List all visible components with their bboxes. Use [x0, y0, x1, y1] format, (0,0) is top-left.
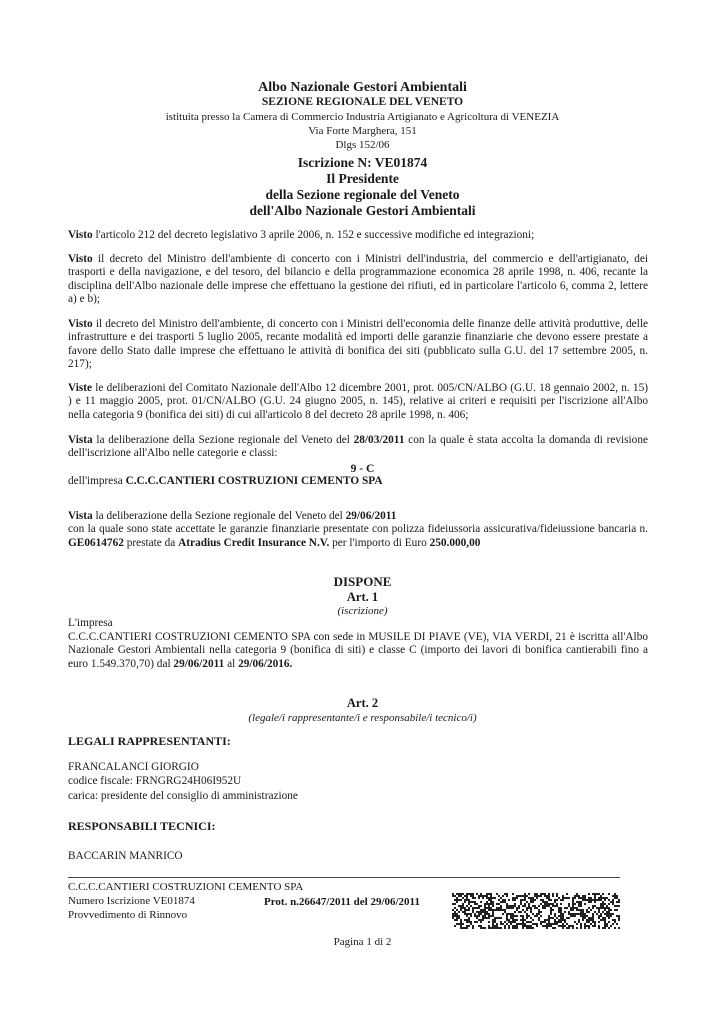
- visto-text: il decreto del Ministro dell'ambiente di concerto con i Ministri dell'industria, del commercio e dell'artigianato, dei trasporti e della navigazione, e del tesoro, del bilancio e della programmazione economica 28 aprile 1998, n. 406, recante la disciplina dell'Albo nazionale delle imprese che effettuano la gestione dei rifiuti, ed in particolare l'articolo 6, comma 2, lettere a) e b);: [68, 253, 648, 306]
- delib2-text-a: la deliberazione della Sezione regionale del Veneto del: [92, 510, 346, 522]
- visto-lead: Visto: [68, 229, 93, 241]
- visto-text: l'articolo 212 del decreto legislativo 3 aprile 2006, n. 152 e successive modifiche ed integrazioni;: [92, 229, 535, 241]
- law-line: Dlgs 152/06: [335, 139, 390, 151]
- visto-lead: Viste: [68, 382, 93, 394]
- tecnico-name: BACCARIN MANRICO: [68, 850, 183, 862]
- delib1-text-a: la deliberazione della Sezione regionale del Veneto del: [92, 434, 354, 446]
- date-to: 29/06/2016.: [238, 657, 293, 670]
- page-number: Pagina 1 di 2: [333, 936, 392, 948]
- art2-heading: Art. 2: [346, 696, 379, 710]
- delib2-date: 29/06/2011: [345, 510, 397, 522]
- date-from: 29/06/2011: [173, 657, 225, 670]
- tecnici-heading: RESPONSABILI TECNICI:: [68, 819, 216, 833]
- delib2-first-line: [68, 510, 648, 523]
- dispone-heading: DISPONE: [333, 574, 392, 589]
- barcode-image: [452, 893, 620, 929]
- delib1-text-b: con la quale è stata accolta la domanda di revisione dell'iscrizione all'Albo nelle categorie e classi:: [68, 434, 648, 460]
- art1-heading: Art. 1: [346, 590, 379, 604]
- policy-number: GE0614762: [68, 536, 124, 549]
- category-class: 9 - C: [350, 463, 375, 475]
- footer-protocol: Prot. n.26647/2011 del 29/06/2011: [264, 896, 420, 908]
- company-prefix: dell'impresa: [68, 475, 126, 487]
- albo-subtitle: dell'Albo Nazionale Gestori Ambientali: [249, 203, 476, 218]
- registration-number: Iscrizione N: VE01874: [297, 155, 428, 170]
- art2-subheading: (legale/i rappresentante/i e responsabile/i tecnico/i): [248, 712, 477, 724]
- visto-text: le deliberazioni del Comitato Nazionale dell'Albo 12 dicembre 2001, prot. 005/CN/ALBO (G.U. 18 gennaio 2002, n. 15) ) e 11 maggio 2005, prot. 01/CN/ALBO (G.U. 24 giugno 2005, n. 145), relative ai criteri e requisiti per l'iscrizione all'Albo nella categoria 9 (bonifica dei siti) di cui all'articolo 8 del decreto 28 aprile 1998, n. 406;: [68, 382, 648, 421]
- president-title: Il Presidente: [326, 171, 399, 186]
- visto-paragraph-2: [68, 253, 648, 307]
- legali-heading: LEGALI RAPPRESENTANTI:: [68, 734, 231, 748]
- deliberation-1: [68, 434, 648, 461]
- address-line: Via Forte Marghera, 151: [308, 125, 417, 137]
- delib1-date: 28/03/2011: [353, 434, 405, 446]
- legale-name: FRANCALANCI GIORGIO: [68, 761, 199, 773]
- company-line: [68, 475, 648, 488]
- footer-type: Provvedimento di Rinnovo: [68, 909, 188, 921]
- guarantee-amount: 250.000,00: [429, 536, 481, 549]
- visto-paragraph-1: [68, 229, 648, 242]
- delib2-text-d: per l'importo di Euro: [329, 536, 430, 549]
- delib1-lead: Vista: [68, 434, 93, 446]
- section-title: SEZIONE REGIONALE DEL VENETO: [261, 96, 464, 108]
- legale-codice-fiscale: codice fiscale: FRNGRG24H06I952U: [68, 775, 242, 787]
- deliberation-2: [68, 510, 648, 550]
- art1-text: C.C.C.CANTIERI COSTRUZIONI CEMENTO SPA con sede in MUSILE DI PIAVE (VE), VIA VERDI, 21 è iscritta all'Albo Nazionale Gestori Ambientali nella categoria 9 (bonifica di siti) e classe C (importo dei lavori di bonifica cantierabili fino a euro 1.549.370,70) dal: [68, 631, 648, 670]
- footer-divider: [68, 877, 620, 878]
- visto-lead: Visto: [68, 253, 93, 265]
- section-subtitle: della Sezione regionale del Veneto: [265, 187, 460, 202]
- legale-carica: carica: presidente del consiglio di amministrazione: [68, 790, 298, 802]
- visto-paragraph-4: [68, 382, 648, 422]
- delib2-body: [68, 523, 648, 550]
- org-title: Albo Nazionale Gestori Ambientali: [258, 80, 467, 95]
- impresa-label: L'impresa: [68, 617, 113, 629]
- visto-lead: Visto: [68, 318, 93, 330]
- footer-number: Numero Iscrizione VE01874: [68, 895, 195, 907]
- art1-body: [68, 631, 648, 671]
- company-name: C.C.C.CANTIERI COSTRUZIONI CEMENTO SPA: [125, 475, 383, 487]
- delib2-lead: Vista: [68, 510, 93, 522]
- delib2-text-b: con la quale sono state accettate le garanzie finanziarie presentate con polizza fideiussoria assicurativa/fideiussione bancaria n.: [68, 523, 648, 536]
- chamber-line: istituita presso la Camera di Commercio Industria Artigianato e Agricoltura di VENEZIA: [165, 111, 560, 123]
- insurer-name: Atradius Credit Insurance N.V.: [178, 536, 330, 549]
- date-al: al: [224, 657, 239, 670]
- visto-paragraph-3: [68, 318, 648, 372]
- delib2-text-c: prestate da: [123, 536, 179, 549]
- art1-subheading: (iscrizione): [337, 605, 388, 617]
- visto-text: il decreto del Ministro dell'ambiente, di concerto con i Ministri dell'economia delle finanze delle attività produttive, delle infrastrutture e dei trasporti 5 luglio 2005, recante modalità ed importi delle garanzie finanziarie che devono essere prestate a favore dello Stato dalle imprese che effettuano le attività di bonifica dei siti (pubblicato sulla G.U. del 17 settembre 2005, n. 217);: [68, 318, 648, 371]
- footer-company: C.C.C.CANTIERI COSTRUZIONI CEMENTO SPA: [68, 881, 304, 893]
